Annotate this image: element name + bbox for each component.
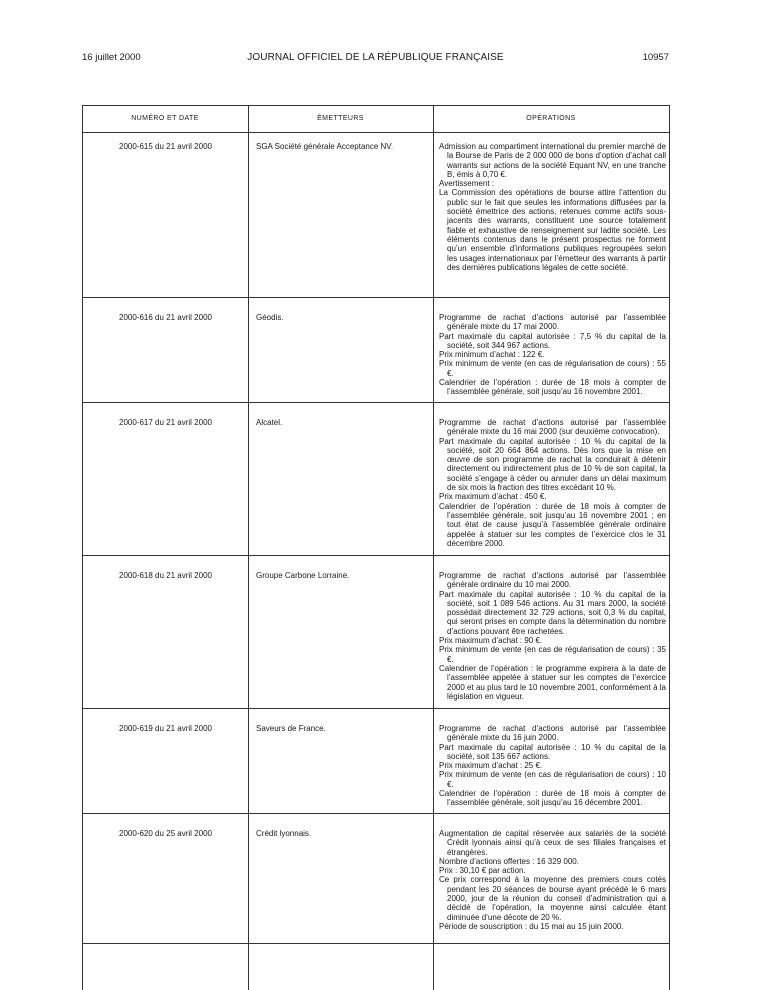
row-numero: 2000-615 du 21 avril 2000 <box>119 142 212 151</box>
operation-line: Programme de rachat d’actions autorisé par l’assemblée générale ordinaire du 10 mai 2000. <box>439 571 666 590</box>
table-border-right <box>669 105 670 990</box>
operation-line: Ce prix correspond à la moyenne des premiers cours cotés pendant les 20 séances de bourse ayant précédé le 6 mars 2000, jour de la réunion du conseil d’administration qui a décidé de l’opération, la moyenne ainsi calculée étant diminuée d’une décote de 20 %. <box>439 875 666 922</box>
row-operations <box>439 418 666 548</box>
operation-line: Calendrier de l’opération : durée de 18 mois à compter de l’assemblée générale, soit jusqu’au 16 novembre 2001 ; en tout état de cause jusqu’à l’assemblée générale ordinaire appelée à statuer sur les comptes de l’exercice clos le 31 décembre 2000. <box>439 501 666 548</box>
row-operations <box>439 313 666 397</box>
column-header-emetteurs: ÉMETTEURS <box>317 115 364 122</box>
operation-line: Augmentation de capital réservée aux salariés de la société Crédit lyonnais ainsi qu’à ceux de ses filiales françaises et étrangères. <box>439 829 666 857</box>
row-emetteur: Alcatel. <box>256 418 283 427</box>
row-divider <box>82 402 669 403</box>
operation-line: Prix maximum d’achat : 450 €. <box>439 492 547 502</box>
header-date: 16 juillet 2000 <box>82 52 141 63</box>
row-divider <box>82 555 669 556</box>
row-operations <box>439 724 666 808</box>
operation-line: Calendrier de l’opération : durée de 18 mois à compter de l’assemblée générale, soit jusqu’au 16 novembre 2001. <box>439 378 666 397</box>
column-header-operations: OPÉRATIONS <box>526 115 576 122</box>
row-divider <box>82 297 669 298</box>
page-header <box>82 52 669 66</box>
operation-line: Admission au compartiment international du premier marché de la Bourse de Paris de 2 000 000 de bons d’option d’achat call warrants sur actions de la société Equant NV, en une tranche B, émis à 0,70 €. <box>439 142 666 179</box>
operation-line: Programme de rachat d’actions autorisé par l’assemblée générale mixte du 16 juin 2000. <box>439 724 666 743</box>
operation-line: Prix minimum de vente (en cas de régularisation de cours) : 55 €. <box>439 359 666 378</box>
row-numero: 2000-617 du 21 avril 2000 <box>119 418 212 427</box>
operations-table <box>82 105 669 990</box>
row-divider <box>82 708 669 709</box>
operation-line: La Commission des opérations de bourse attire l’attention du public sur le fait que seules les informations diffusées par la société émettrice des actions, retenues comme actifs sous-jacents des warrants, constituent une source totalement fiable et exhaustive de renseignement sur ladite société. Les éléments contenus dans le présent prospectus ne forment qu’un ensemble d’informations publiques regroupées selon les usages internationaux par l’émetteur des warrants à partir des dernières publications légales de cette société. <box>439 188 666 272</box>
column-divider-1 <box>248 105 249 990</box>
row-divider <box>82 813 669 814</box>
row-emetteur: SGA Société générale Acceptance NV. <box>256 142 394 151</box>
row-operations <box>439 829 666 931</box>
page-number: 10957 <box>642 52 669 63</box>
operation-line: Programme de rachat d’actions autorisé par l’assemblée générale mixte du 17 mai 2000. <box>439 313 666 332</box>
operation-line: Calendrier de l’opération : le programme expirera à la date de l’assemblée appelée à statuer sur les comptes de l’exercice 2000 et au plus tard le 10 novembre 2001, conformément à la législation en vigueur. <box>439 663 666 701</box>
operation-line: Prix : 30,10 € par action. <box>439 866 526 876</box>
operation-line: Nombre d’actions offertes : 16 329 000. <box>439 856 579 866</box>
row-operations <box>439 571 666 701</box>
table-top-border <box>82 105 669 106</box>
operation-line: Prix minimum d’achat : 122 €. <box>439 350 545 360</box>
row-emetteur: Géodis. <box>256 313 284 322</box>
operation-line: Part maximale du capital autorisée : 10 % du capital de la société, soit 20 664 864 actions. Dès lors que la mise en œuvre de son programme de rachat la conduirait à détenir directement ou indirectement plus de 10 % de son capital, la société s’engage à céder ou annuler dans un délai maximum de six mois la fraction des titres excédant 10 %. <box>439 436 666 493</box>
header-divider <box>82 132 669 133</box>
row-operations <box>439 142 666 272</box>
column-header-numero: NUMÉRO ET DATE <box>131 115 199 122</box>
row-emetteur: Saveurs de France. <box>256 724 326 733</box>
operation-line: Part maximale du capital autorisée : 10 % du capital de la société, soit 1 089 546 actions. Au 31 mars 2000, la société possédait directement 32 729 actions, soit 0,3 % du capital, qui seront prises en compte dans la détermination du nombre d’actions pouvant être rachetées. <box>439 589 666 636</box>
journal-title: JOURNAL OFFICIEL DE LA RÉPUBLIQUE FRANÇAISE <box>247 52 504 63</box>
row-numero: 2000-619 du 21 avril 2000 <box>119 724 212 733</box>
operation-line: Part maximale du capital autorisée : 10 % du capital de la société, soit 135 667 actions. <box>439 742 666 761</box>
operation-line: Prix maximum d’achat : 90 €. <box>439 636 543 646</box>
table-border-left <box>82 105 83 990</box>
operation-line: Prix maximum d’achat : 25 €. <box>439 761 543 771</box>
row-divider <box>82 943 669 944</box>
operation-line: Programme de rachat d’actions autorisé par l’assemblée générale mixte du 16 mai 2000 (sur deuxième convocation). <box>439 418 666 437</box>
operation-line: Période de souscription : du 15 mai au 15 juin 2000. <box>439 921 624 931</box>
operation-line: Part maximale du capital autorisée : 7,5 % du capital de la société, soit 344 967 actions. <box>439 331 666 350</box>
operation-line: Prix minimum de vente (en cas de régularisation de cours) : 10 €. <box>439 770 666 789</box>
operation-line: Prix minimum de vente (en cas de régularisation de cours) : 35 €. <box>439 645 666 664</box>
row-emetteur: Crédit lyonnais. <box>256 829 312 838</box>
row-numero: 2000-618 du 21 avril 2000 <box>119 571 212 580</box>
row-numero: 2000-616 du 21 avril 2000 <box>119 313 212 322</box>
row-emetteur: Groupe Carbone Lorraine. <box>256 571 350 580</box>
row-numero: 2000-620 du 25 avril 2000 <box>119 829 212 838</box>
operation-line: Avertissement : <box>439 179 494 189</box>
operation-line: Calendrier de l’opération : durée de 18 mois à compter de l’assemblée générale, soit jusqu’au 16 décembre 2001. <box>439 789 666 808</box>
column-divider-2 <box>433 105 434 990</box>
